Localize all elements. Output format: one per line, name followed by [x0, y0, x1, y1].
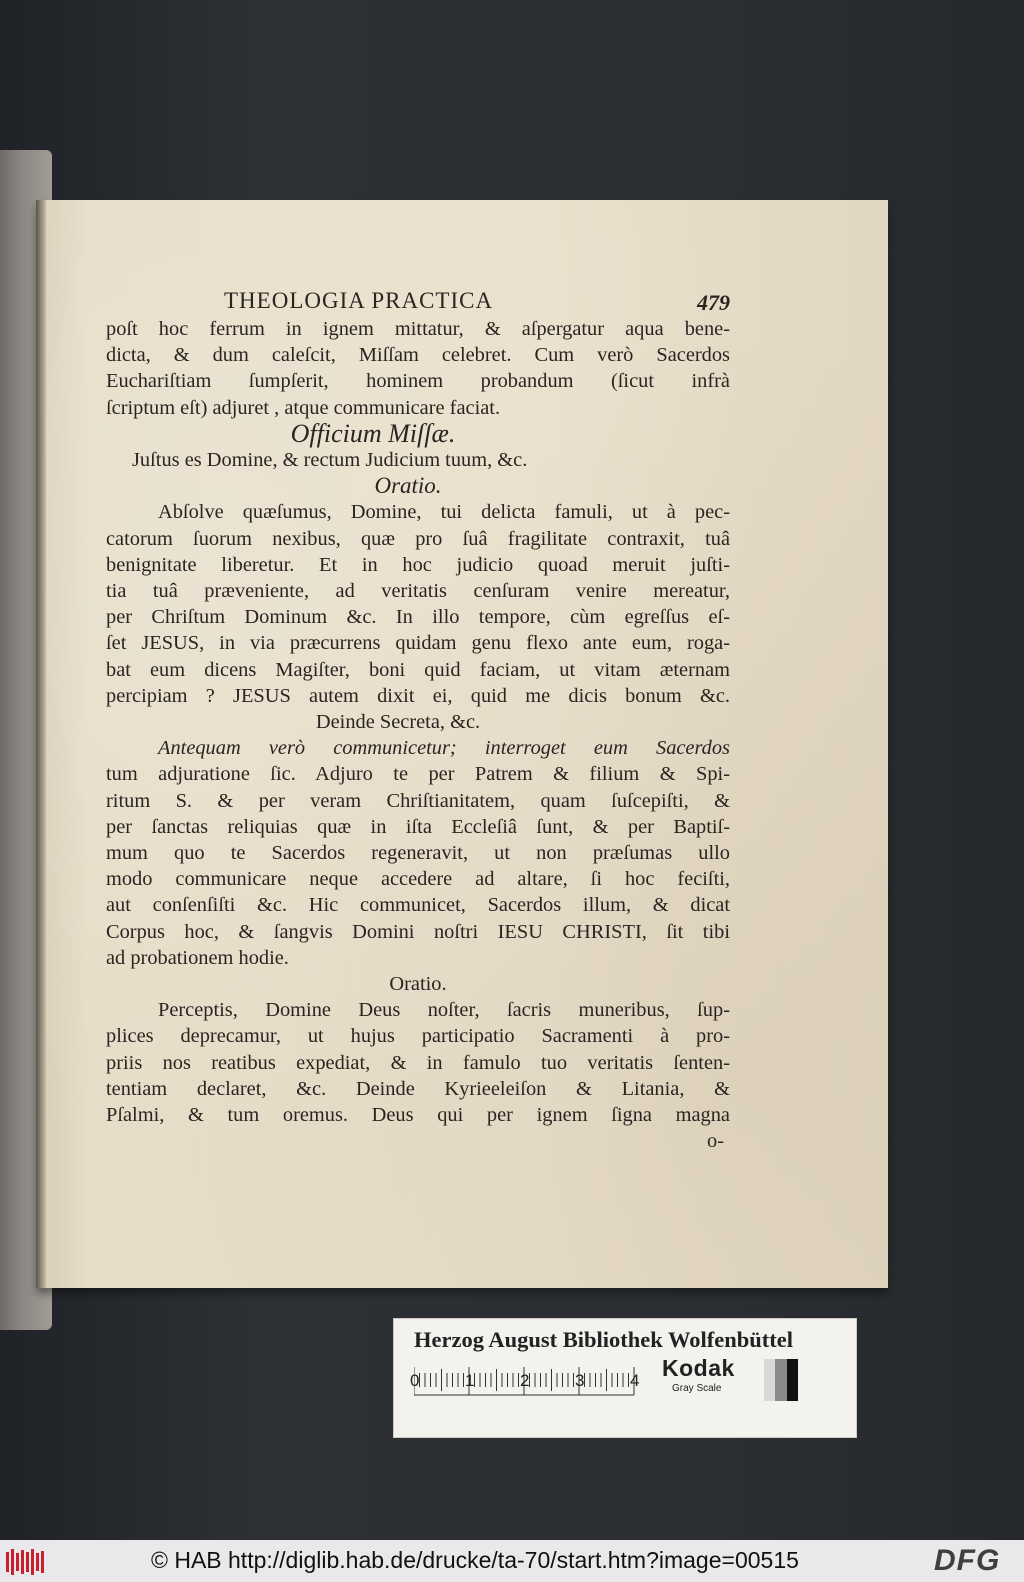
- gray-scale-patch: [764, 1359, 798, 1401]
- text-line: priis nos reatibus expediat, & in famulo tuo veritatis ſenten-: [106, 1051, 730, 1074]
- text-line: plices deprecamur, ut hujus participatio Sacramenti à pro-: [106, 1025, 730, 1048]
- text-line: tum adjuratione ſic. Adjuro te per Patrem & filium & Spi-: [106, 763, 730, 786]
- page-text: [106, 316, 730, 1155]
- text-line: mum quo te Sacerdos regeneravit, ut non præſumas ullo: [106, 842, 730, 865]
- text-line: percipiam ? JESUS autem dixit ei, quid me dicis bonum &c.: [106, 684, 730, 707]
- text-line: benignitate liberetur. Et in hoc judicio quoad meruit juſti-: [106, 553, 730, 576]
- library-name: Herzog August Bibliothek Wolfenbüttel: [414, 1327, 793, 1352]
- text-line: ritum S. & per veram Chriſtianitatem, quam ſuſcepiſti, &: [106, 789, 730, 812]
- catchword: o-: [707, 1130, 724, 1153]
- text-line: ſcriptum eſt) adjuret , atque communicare faciat.: [106, 396, 501, 419]
- ruler-ticks: [414, 1367, 650, 1407]
- text-line: tia tuâ præveniente, ad veritatis cenſuram venire mereatur,: [106, 580, 730, 603]
- ruler-label-0: 0: [410, 1371, 420, 1390]
- page-header: [224, 288, 730, 318]
- rubric-line: Antequam verò communicetur; interroget eum Sacerdos: [158, 737, 730, 760]
- kodak-logo: Kodak: [662, 1355, 735, 1381]
- cm-ruler: [414, 1367, 650, 1407]
- color-target-card: [393, 1318, 857, 1438]
- text-line: Pſalmi, & tum oremus. Deus qui per ignem ſigna magna: [106, 1104, 730, 1127]
- text-line: catorum ſuorum nexibus, quæ pro ſuâ fragilitate contraxit, tuâ: [106, 527, 730, 550]
- page-gutter: [36, 200, 46, 1288]
- hab-logo-icon: [6, 1549, 46, 1575]
- text-line: dicta, & dum caleſcit, Miſſam celebret. Cum verò Sacerdos: [106, 344, 730, 367]
- text-line: tentiam declaret, &c. Deinde Kyrieeleiſon & Litania, &: [106, 1077, 730, 1100]
- footer-bar: [0, 1540, 1024, 1582]
- secreta-line: Deinde Secreta, &c.: [315, 711, 481, 734]
- text-line: Euchariſtiam ſumpſerit, hominem probandum (ſicut infrà: [106, 370, 730, 393]
- ruler-label-1: 1: [465, 1371, 475, 1390]
- text-line: ſet JESUS, in via præcurrens quidam genu flexo ante eum, roga-: [106, 632, 730, 655]
- text-line: per ſanctas reliquias quæ in iſta Eccleſiâ ſunt, & per Baptiſ-: [106, 815, 730, 838]
- ruler-label-2: 2: [520, 1371, 530, 1390]
- page-number: 479: [697, 290, 730, 315]
- text-line: Perceptis, Domine Deus noſter, ſacris muneribus, ſup-: [158, 999, 730, 1022]
- text-line: poſt hoc ferrum in ignem mittatur, & aſpergatur aqua bene-: [106, 318, 730, 340]
- kodak-subtitle: Gray Scale: [672, 1383, 722, 1394]
- text-line: Corpus hoc, & ſangvis Domini noſtri IESU CHRISTI, ſit tibi: [106, 920, 730, 943]
- ruler-label-3: 3: [575, 1371, 585, 1390]
- text-line: bat eum dicens Magiſter, boni quid faciam, ut vitam æternam: [106, 658, 730, 681]
- book-page: [36, 200, 888, 1288]
- heading-officium: Officium Miſſæ.: [290, 418, 456, 448]
- ruler-label-4: 4: [630, 1371, 640, 1390]
- copyright-url[interactable]: © HAB http://diglib.hab.de/drucke/ta-70/start.htm?image=00515: [151, 1547, 799, 1573]
- text-line: per Chriſtum Dominum &c. In illo tempore, cùm egreſſus eſ-: [106, 606, 730, 629]
- running-title: THEOLOGIA PRACTICA: [224, 288, 494, 313]
- text-line: ad probationem hodie.: [106, 946, 289, 969]
- introit-line: Juſtus es Domine, & rectum Judicium tuum, &c.: [132, 449, 528, 472]
- heading-oratio: Oratio.: [374, 473, 442, 499]
- text-line: aut conſenſiſti &c. Hic communicet, Sacerdos illum, & dicat: [106, 894, 730, 917]
- heading-oratio-2: Oratio.: [389, 973, 447, 996]
- text-line: modo communicare neque accedere ad altare, ſi hoc feciſti,: [106, 868, 730, 891]
- dfg-logo: DFG: [934, 1544, 1001, 1577]
- text-line: Abſolve quæſumus, Domine, tui delicta famuli, ut à pec-: [158, 501, 730, 524]
